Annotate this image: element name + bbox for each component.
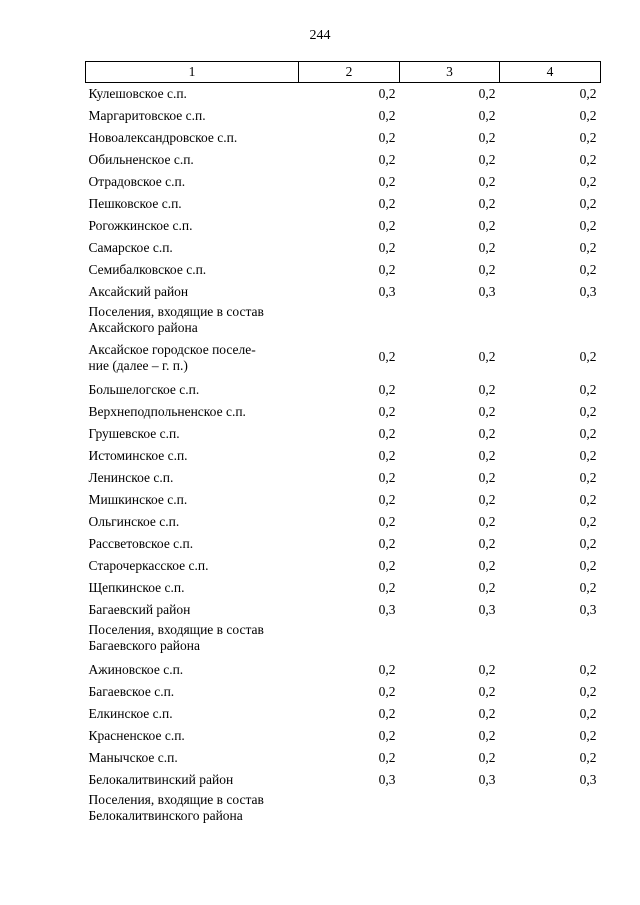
row-value-cell-2: 0,2: [378, 491, 396, 507]
row-value-cell-2: [299, 791, 400, 829]
row-value-cell-3: 0,2: [478, 469, 496, 485]
row-name-cell: Ажиновское с.п.: [88, 661, 184, 677]
row-value-cell-2: 0,2: [378, 513, 396, 529]
row-name-cell: Поселения, входящие в состав Аксайского района: [88, 303, 264, 335]
row-value-cell-3: [400, 791, 500, 829]
row-name-cell: Пешковское с.п.: [88, 195, 182, 211]
row-value-cell-3: 0,3: [478, 601, 496, 617]
row-value-cell-4: 0,2: [579, 705, 597, 721]
row-value-cell-2: 0,2: [378, 705, 396, 721]
row-value-cell-3: 0,2: [478, 535, 496, 551]
row-value-cell-3: 0,2: [478, 705, 496, 721]
table-row: [86, 237, 601, 259]
row-value-cell-3: 0,2: [478, 239, 496, 255]
table-row: [86, 533, 601, 555]
row-value-cell-4: 0,2: [579, 557, 597, 573]
row-value-cell-3: 0,2: [478, 195, 496, 211]
table-row: [86, 303, 601, 341]
row-value-cell-2: 0,2: [378, 348, 396, 364]
row-value-cell-4: 0,2: [579, 195, 597, 211]
row-name-cell: Обильненское с.п.: [88, 151, 194, 167]
row-value-cell-4: 0,2: [579, 217, 597, 233]
row-value-cell-3: 0,2: [478, 447, 496, 463]
row-value-cell-2: 0,2: [378, 661, 396, 677]
row-value-cell-3: 0,2: [478, 348, 496, 364]
row-value-cell-3: 0,2: [478, 557, 496, 573]
column-header-2: 2: [299, 62, 400, 83]
row-value-cell-2: [299, 621, 400, 659]
row-value-cell-2: 0,2: [378, 579, 396, 595]
table-row: [86, 511, 601, 533]
row-value-cell-3: 0,2: [478, 403, 496, 419]
row-value-cell-4: 0,3: [579, 283, 597, 299]
table-row: [86, 341, 601, 379]
row-name-cell: Красненское с.п.: [88, 727, 185, 743]
row-value-cell-2: 0,2: [378, 403, 396, 419]
table-row: [86, 577, 601, 599]
row-value-cell-2: 0,2: [378, 107, 396, 123]
row-value-cell-4: 0,2: [579, 86, 597, 101]
row-name-cell: Манычское с.п.: [88, 749, 178, 765]
table-row: [86, 401, 601, 423]
row-value-cell-3: 0,2: [478, 217, 496, 233]
row-value-cell-4: 0,2: [579, 129, 597, 145]
data-table-container: [85, 61, 600, 829]
row-value-cell-4: 0,2: [579, 749, 597, 765]
table-row: [86, 83, 601, 105]
row-value-cell-3: 0,2: [478, 491, 496, 507]
row-value-cell-2: 0,2: [378, 469, 396, 485]
row-value-cell-3: 0,2: [478, 661, 496, 677]
table-row: [86, 215, 601, 237]
row-value-cell-3: 0,2: [478, 579, 496, 595]
row-name-cell: Аксайское городское поселе- ние (далее – г. п.): [88, 341, 256, 373]
table-row: [86, 769, 601, 791]
row-value-cell-3: 0,2: [478, 727, 496, 743]
row-value-cell-4: 0,3: [579, 601, 597, 617]
row-value-cell-3: 0,3: [478, 283, 496, 299]
row-name-cell: Поселения, входящие в состав Багаевского района: [88, 621, 264, 653]
row-name-cell: Верхнеподпольненское с.п.: [88, 403, 246, 419]
table-row: [86, 489, 601, 511]
row-value-cell-4: [500, 621, 601, 659]
row-value-cell-4: 0,2: [579, 261, 597, 277]
row-value-cell-4: 0,2: [579, 173, 597, 189]
row-name-cell: Елкинское с.п.: [88, 705, 173, 721]
row-name-cell: Самарское с.п.: [88, 239, 173, 255]
row-value-cell-4: [500, 791, 601, 829]
row-value-cell-3: 0,2: [478, 513, 496, 529]
table-row: [86, 445, 601, 467]
row-value-cell-3: 0,2: [478, 683, 496, 699]
column-header-1: 1: [86, 62, 299, 83]
row-value-cell-2: 0,2: [378, 425, 396, 441]
row-value-cell-3: 0,2: [478, 151, 496, 167]
table-row: [86, 747, 601, 769]
row-value-cell-2: 0,2: [378, 727, 396, 743]
row-value-cell-2: [299, 303, 400, 341]
row-name-cell: Старочеркасское с.п.: [88, 557, 209, 573]
table-row: [86, 599, 601, 621]
row-value-cell-4: 0,2: [579, 381, 597, 397]
row-value-cell-4: 0,2: [579, 151, 597, 167]
page-number: 244: [309, 28, 331, 43]
row-value-cell-3: 0,2: [478, 107, 496, 123]
row-name-cell: Семибалковское с.п.: [88, 261, 207, 277]
table-row: [86, 171, 601, 193]
row-name-cell: Ленинское с.п.: [88, 469, 174, 485]
table-row: [86, 105, 601, 127]
row-value-cell-4: 0,2: [579, 447, 597, 463]
table-row: [86, 379, 601, 401]
row-value-cell-2: 0,2: [378, 217, 396, 233]
row-value-cell-2: 0,2: [378, 195, 396, 211]
table-body: [86, 83, 601, 829]
row-value-cell-2: 0,2: [378, 381, 396, 397]
row-value-cell-2: 0,2: [378, 535, 396, 551]
row-value-cell-4: 0,2: [579, 107, 597, 123]
row-value-cell-2: 0,2: [378, 173, 396, 189]
row-value-cell-4: [500, 303, 601, 341]
header-row: [86, 62, 601, 83]
table-row: [86, 259, 601, 281]
row-value-cell-4: 0,2: [579, 513, 597, 529]
table-row: [86, 725, 601, 747]
column-header-4: 4: [500, 62, 601, 83]
row-value-cell-4: 0,2: [579, 683, 597, 699]
row-name-cell: Багаевское с.п.: [88, 683, 175, 699]
table-header: [86, 62, 601, 83]
table-row: [86, 703, 601, 725]
row-value-cell-2: 0,3: [378, 601, 396, 617]
row-value-cell-4: 0,2: [579, 348, 597, 364]
row-value-cell-3: 0,3: [478, 771, 496, 787]
row-name-cell: Отрадовское с.п.: [88, 173, 186, 189]
row-value-cell-3: 0,2: [478, 261, 496, 277]
table-row: [86, 791, 601, 829]
row-value-cell-3: 0,2: [478, 129, 496, 145]
row-name-cell: Аксайский район: [88, 283, 189, 299]
row-value-cell-2: 0,2: [378, 447, 396, 463]
row-value-cell-3: 0,2: [478, 173, 496, 189]
row-name-cell: Рассветовское с.п.: [88, 535, 194, 551]
table-row: [86, 149, 601, 171]
row-value-cell-3: 0,2: [478, 425, 496, 441]
row-value-cell-4: 0,2: [579, 491, 597, 507]
row-name-cell: Большелогское с.п.: [88, 381, 200, 397]
table-row: [86, 127, 601, 149]
table-row: [86, 423, 601, 445]
row-value-cell-2: 0,2: [378, 683, 396, 699]
row-value-cell-4: 0,2: [579, 579, 597, 595]
row-value-cell-4: 0,2: [579, 239, 597, 255]
table-row: [86, 555, 601, 577]
row-value-cell-3: [400, 621, 500, 659]
row-value-cell-4: 0,2: [579, 661, 597, 677]
row-value-cell-4: 0,2: [579, 535, 597, 551]
row-value-cell-4: 0,2: [579, 403, 597, 419]
row-name-cell: Истоминское с.п.: [88, 447, 188, 463]
row-value-cell-4: 0,2: [579, 469, 597, 485]
row-name-cell: Кулешовское с.п.: [88, 86, 187, 101]
row-name-cell: Белокалитвинский район: [88, 771, 234, 787]
row-value-cell-4: 0,3: [579, 771, 597, 787]
row-value-cell-2: 0,3: [378, 771, 396, 787]
table-row: [86, 193, 601, 215]
row-name-cell: Мишкинское с.п.: [88, 491, 188, 507]
row-name-cell: Щепкинское с.п.: [88, 579, 185, 595]
row-value-cell-2: 0,3: [378, 283, 396, 299]
row-name-cell: Новоалександровское с.п.: [88, 129, 238, 145]
table-row: [86, 467, 601, 489]
row-name-cell: Багаевский район: [88, 601, 191, 617]
data-table: [85, 61, 601, 829]
row-value-cell-2: 0,2: [378, 557, 396, 573]
row-value-cell-2: 0,2: [378, 151, 396, 167]
row-value-cell-4: 0,2: [579, 425, 597, 441]
table-row: [86, 681, 601, 703]
row-name-cell: Поселения, входящие в состав Белокалитвинского района: [88, 791, 264, 823]
row-value-cell-3: 0,2: [478, 381, 496, 397]
table-row: [86, 621, 601, 659]
row-value-cell-2: 0,2: [378, 86, 396, 101]
table-row: [86, 281, 601, 303]
row-value-cell-2: 0,2: [378, 239, 396, 255]
row-value-cell-3: 0,2: [478, 86, 496, 101]
row-value-cell-3: [400, 303, 500, 341]
row-name-cell: Грушевское с.п.: [88, 425, 180, 441]
row-value-cell-2: 0,2: [378, 261, 396, 277]
row-value-cell-4: 0,2: [579, 727, 597, 743]
row-name-cell: Ольгинское с.п.: [88, 513, 180, 529]
row-value-cell-2: 0,2: [378, 129, 396, 145]
row-name-cell: Рогожкинское с.п.: [88, 217, 193, 233]
row-name-cell: Маргаритовское с.п.: [88, 107, 206, 123]
column-header-3: 3: [400, 62, 500, 83]
row-value-cell-3: 0,2: [478, 749, 496, 765]
row-value-cell-2: 0,2: [378, 749, 396, 765]
table-row: [86, 659, 601, 681]
